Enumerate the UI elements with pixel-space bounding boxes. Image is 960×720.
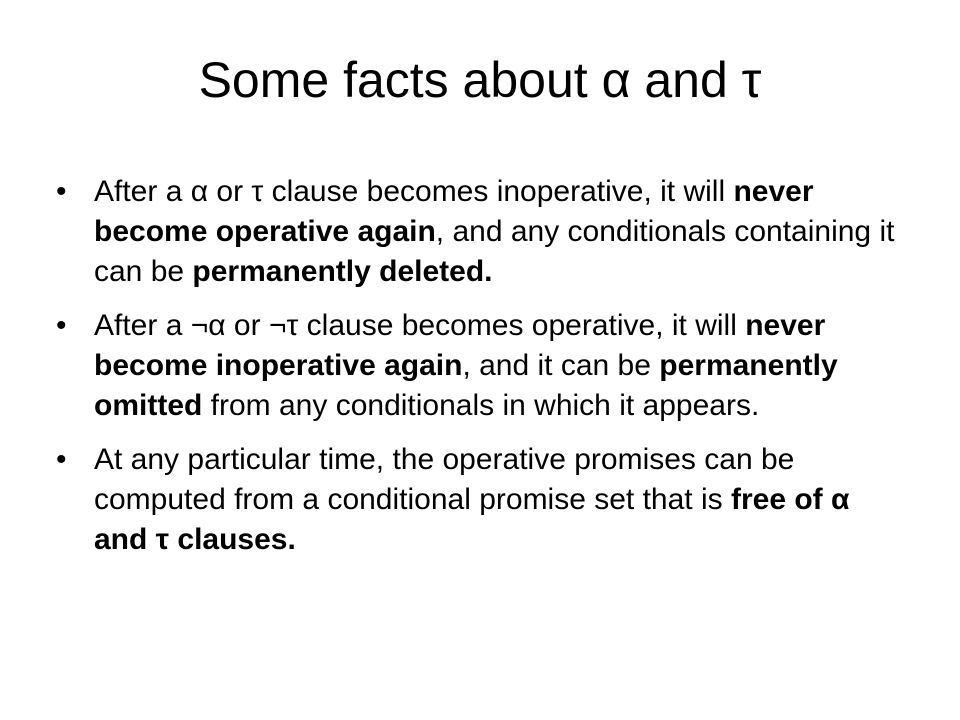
emphasis-segment: never become inoperative again [94,309,826,382]
bullet-item [56,306,906,426]
text-segment: clause becomes operative, it will [298,309,746,342]
text-segment: from any conditionals in which it appears. [202,389,760,422]
text-segment: or [225,309,269,342]
bullet-text [94,175,894,288]
emphasis-segment: free of α and τ clauses. [94,483,850,556]
emphasis-segment: permanently omitted [94,349,838,422]
emphasis-segment: permanently deleted. [192,255,493,288]
text-segment: After a α or τ clause becomes inoperative, it will [94,175,734,208]
bullet-marker: • [56,309,67,342]
text-segment: After a [94,309,191,342]
text-segment: At any particular time, the operative promises can be computed from a conditional promise set that is [94,443,795,516]
text-segment: , and it can be [462,349,660,382]
bullet-item [56,440,906,560]
bullet-text [94,443,849,556]
bullet-item [56,172,906,292]
bullet-text [94,309,838,422]
negated-alpha: ¬α [190,309,226,342]
emphasis-segment: never become operative again [94,175,814,248]
bullet-marker: • [56,443,67,476]
bullet-list [56,172,906,574]
slide-title: Some facts about α and τ [198,52,762,108]
text-segment: , and any conditionals containing it can be [94,215,895,288]
negated-tau: ¬τ [268,309,299,342]
bullet-marker: • [56,175,67,208]
